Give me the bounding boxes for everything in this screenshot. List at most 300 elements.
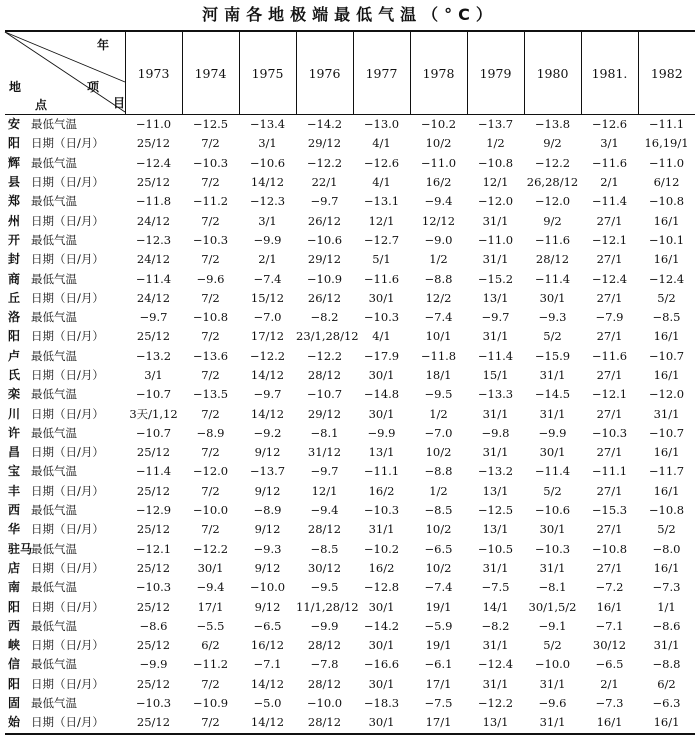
value-cell: −12.1 [591,232,628,247]
value-cell: −7.4 [424,580,453,595]
item-label-cell: 日期（日/月） [31,136,104,151]
value-cell: 30/1 [368,676,395,691]
value-cell: 14/12 [250,175,285,190]
value-cell: −7.5 [481,580,510,595]
value-cell: −15.3 [591,503,628,518]
value-cell: 31/1 [524,713,581,733]
value-cell: 14/12 [250,368,285,382]
value-cell: −15.9 [534,348,571,363]
value-cell: 30/1 [368,638,395,653]
value-cell: −11.4 [534,271,571,286]
table-row [5,327,695,346]
value-cell: 13/1 [368,445,395,460]
value-cell: −9.6 [196,271,225,286]
item-label-cell: 最低气温 [31,464,77,479]
table-row [5,424,695,443]
value-cell: −10.1 [648,232,685,247]
station-name-cell: 郑 [8,194,21,209]
value-cell: 16/1 [653,329,680,344]
station-name-cell: 许 [8,425,21,440]
value-cell: −10.7 [648,348,685,363]
table-row [5,173,695,192]
value-cell: −10.0 [249,580,286,595]
value-cell: −12.3 [135,232,172,247]
station-name-cell: 封 [8,252,21,267]
value-cell: 10/2 [425,560,452,575]
value-cell: 29/12 [307,136,342,151]
table-row [5,289,695,308]
corner-mu-label: 目 [113,96,126,110]
table-row [5,462,695,481]
value-cell: −9.9 [310,618,339,633]
value-cell: −12.5 [477,503,514,518]
item-label-cell: 最低气温 [31,696,77,711]
value-cell: −9.3 [538,310,567,325]
table-row [5,366,695,385]
value-cell: −7.1 [253,657,282,672]
value-cell: 7/2 [201,175,220,190]
station-name-cell: 洛 [8,310,21,325]
value-cell: 9/12 [254,560,281,575]
value-cell: −10.3 [591,425,628,440]
value-cell: −14.5 [534,387,571,402]
value-cell: 9/12 [254,445,281,460]
value-cell: 16/1 [653,368,680,382]
value-cell: 4/1 [372,175,391,190]
value-cell: 9/2 [543,136,562,151]
value-cell: −10.6 [306,232,343,247]
value-cell: 16/1 [638,713,695,733]
value-cell: 16/2 [368,483,395,498]
value-cell: −7.4 [424,310,453,325]
value-cell: −8.6 [652,618,681,633]
value-cell: 16/1 [653,560,680,575]
value-cell: −11.1 [648,117,685,132]
value-cell: 2/1 [600,175,619,190]
value-cell: 13/1 [482,290,509,305]
value-cell: −8.2 [481,618,510,633]
value-cell: −13.7 [249,464,286,479]
value-cell: −12.2 [249,348,286,363]
value-cell: 27/1 [596,483,623,498]
value-cell: −12.6 [591,117,628,132]
value-cell: −12.2 [306,348,343,363]
station-name-cell: 南 [8,580,21,595]
value-cell: −8.1 [538,580,567,595]
value-cell: 30/12 [592,638,627,653]
corner-year-label: 年 [97,38,110,52]
value-cell: −8.8 [652,657,681,672]
value-cell: −9.0 [424,232,453,247]
station-name-cell: 阳 [8,676,21,691]
value-cell: −10.0 [192,503,229,518]
value-cell: −9.9 [367,425,396,440]
value-cell: −11.8 [420,348,457,363]
value-cell: 5/2 [543,483,562,498]
value-cell: 25/12 [136,599,171,614]
item-label-cell: 日期（日/月） [31,599,104,614]
value-cell: −9.7 [481,310,510,325]
value-cell: 7/2 [201,290,220,305]
value-cell: −7.9 [595,310,624,325]
value-cell: 24/12 [136,252,171,267]
value-cell: 7/2 [201,445,220,460]
value-cell: 7/2 [201,213,220,228]
value-cell: −10.3 [363,310,400,325]
value-cell: −8.1 [310,425,339,440]
value-cell: −13.3 [477,387,514,402]
year-header: 1974 [182,31,239,115]
value-cell: −12.2 [192,541,229,556]
value-cell: 7/2 [201,522,220,537]
value-cell: 27/1 [596,329,623,344]
table-row [5,655,695,674]
value-cell: 12/1 [368,213,395,228]
value-cell: −6.5 [424,541,453,556]
table-row [5,154,695,173]
header-row [5,31,695,115]
value-cell: −11.6 [534,232,571,247]
value-cell: −10.2 [363,541,400,556]
item-label-cell: 日期（日/月） [31,329,104,344]
value-cell: 27/1 [596,252,623,267]
item-label-cell: 最低气温 [31,310,77,325]
table-body [5,115,695,734]
value-cell: −9.9 [139,657,168,672]
value-cell: 31/1 [482,406,509,421]
value-cell: 1/2 [429,406,448,421]
value-cell: 4/1 [372,136,391,151]
value-cell: 3天/1,12 [129,406,178,421]
value-cell: −10.7 [135,425,172,440]
station-name-cell: 栾 [8,387,21,402]
value-cell: −10.7 [648,425,685,440]
table-row [5,675,695,694]
value-cell: 7/2 [201,136,220,151]
table-row [5,501,695,520]
value-cell: −11.0 [477,232,514,247]
value-cell: 25/12 [136,329,171,344]
value-cell: 31/1 [539,676,566,691]
value-cell: 26,28/12 [526,175,579,190]
station-name-cell: 川 [8,406,21,421]
value-cell: 5/1 [372,252,391,267]
value-cell: 12/2 [425,290,452,305]
table-row [5,404,695,423]
year-header: 1978 [410,31,467,115]
value-cell: 31/1 [539,368,566,382]
value-cell: 10/2 [425,522,452,537]
value-cell: −7.4 [253,271,282,286]
table-row [5,482,695,501]
value-cell: 15/1 [482,368,509,382]
value-cell: −11.1 [363,464,400,479]
value-cell: −10.8 [477,155,514,170]
table-row [5,578,695,597]
value-cell: −13.2 [135,348,172,363]
value-cell: 16/1 [596,599,623,614]
station-name-cell: 氏 [8,368,21,382]
table-row [5,520,695,539]
value-cell: 7/2 [201,368,220,382]
value-cell: −12.4 [477,657,514,672]
value-cell: −10.2 [420,117,457,132]
value-cell: −13.5 [192,387,229,402]
value-cell: −14.2 [363,618,400,633]
item-label-cell: 最低气温 [31,232,77,247]
value-cell: 15/12 [250,290,285,305]
value-cell: 17/1 [197,599,224,614]
item-label-cell: 日期（日/月） [31,406,104,421]
value-cell: −10.3 [534,541,571,556]
table-row [5,192,695,211]
value-cell: −11.6 [591,348,628,363]
value-cell: −11.4 [135,464,172,479]
value-cell: 17/12 [250,329,285,344]
item-label-cell: 最低气温 [31,194,77,209]
value-cell: −12.5 [192,117,229,132]
value-cell: 27/1 [596,560,623,575]
value-cell: 25/12 [136,483,171,498]
value-cell: −13.2 [477,464,514,479]
value-cell: −13.6 [192,348,229,363]
value-cell: 25/12 [136,175,171,190]
value-cell: 31/1 [482,252,509,267]
value-cell: −12.6 [363,155,400,170]
value-cell: 12/1 [311,483,338,498]
value-cell: −13.4 [249,117,286,132]
value-cell: −9.4 [424,194,453,209]
value-cell: −10.3 [135,696,172,711]
value-cell: 9/12 [254,599,281,614]
value-cell: −8.8 [424,464,453,479]
table-row [5,269,695,288]
value-cell: 25/12 [136,136,171,151]
item-label-cell: 最低气温 [31,425,77,440]
station-name-cell: 开 [8,232,21,247]
item-label-cell: 日期（日/月） [31,638,104,653]
value-cell: 16/2 [425,175,452,190]
year-header: 1975 [239,31,296,115]
value-cell: −8.0 [652,541,681,556]
value-cell: 1/2 [429,483,448,498]
value-cell: 16/1 [653,252,680,267]
value-cell: −12.8 [363,580,400,595]
value-cell: −10.9 [192,696,229,711]
value-cell: −6.3 [652,696,681,711]
value-cell: 23/1,28/12 [296,329,359,344]
value-cell: −12.0 [192,464,229,479]
value-cell: 31/1 [539,406,566,421]
value-cell: −5.5 [196,618,225,633]
value-cell: −10.9 [306,271,343,286]
year-header: 1981. [581,31,638,115]
value-cell: −11.4 [534,464,571,479]
value-cell: −11.6 [363,271,400,286]
value-cell: −6.5 [595,657,624,672]
value-cell: −17.9 [363,348,400,363]
value-cell: −9.7 [310,464,339,479]
value-cell: 5/2 [543,638,562,653]
value-cell: −12.4 [648,271,685,286]
station-name-cell: 阳 [8,136,21,151]
value-cell: −8.5 [310,541,339,556]
value-cell: −9.5 [424,387,453,402]
value-cell: 30/1 [539,445,566,460]
value-cell: 6/12 [653,175,680,190]
value-cell: 6/2 [657,676,676,691]
value-cell: −7.2 [595,580,624,595]
value-cell: −9.7 [253,387,282,402]
value-cell: 14/12 [250,406,285,421]
station-name-cell: 信 [8,657,21,672]
item-label-cell: 最低气温 [31,155,77,170]
item-label-cell: 日期（日/月） [31,676,104,691]
value-cell: −12.0 [648,387,685,402]
item-label-cell: 最低气温 [31,541,77,556]
value-cell: −10.7 [135,387,172,402]
station-name-cell: 卢 [8,348,21,363]
value-cell: 1/2 [429,252,448,267]
value-cell: −8.8 [424,271,453,286]
temperature-table [5,30,695,735]
station-name-cell: 固 [8,696,21,711]
value-cell: 18/1 [425,368,452,382]
value-cell: 3/1 [258,136,277,151]
value-cell: −12.7 [363,232,400,247]
value-cell: −10.3 [363,503,400,518]
item-label-cell: 日期（日/月） [31,522,104,537]
value-cell: 7/2 [201,676,220,691]
corner-di-label: 地 [9,80,22,94]
year-header: 1980 [524,31,581,115]
value-cell: 7/2 [182,713,239,733]
value-cell: −10.8 [591,541,628,556]
value-cell: 19/1 [425,599,452,614]
value-cell: −12.0 [534,194,571,209]
value-cell: 14/1 [482,599,509,614]
value-cell: 28/12 [296,713,353,733]
value-cell: 6/2 [201,638,220,653]
value-cell: 9/2 [543,213,562,228]
value-cell: −12.1 [591,387,628,402]
item-label-cell: 最低气温 [31,348,77,363]
value-cell: −10.3 [192,155,229,170]
value-cell: −10.6 [534,503,571,518]
corner-item-label: 项 [87,80,100,94]
value-cell: −13.7 [477,117,514,132]
value-cell: 26/12 [307,213,342,228]
value-cell: 30/1,5/2 [528,599,577,614]
value-cell: 25/12 [136,445,171,460]
station-name-cell: 辉 [8,155,21,170]
value-cell: −7.3 [595,696,624,711]
table-row [5,134,695,153]
value-cell: −12.2 [477,696,514,711]
value-cell: 5/2 [543,329,562,344]
station-name-cell: 店 [8,560,21,575]
table-row [5,559,695,578]
value-cell: 2/1 [258,252,277,267]
station-name-cell: 丰 [8,483,21,498]
station-name-cell: 商 [8,271,21,286]
value-cell: 31/1 [368,522,395,537]
station-name-cell: 安 [8,117,21,132]
value-cell: −10.6 [249,155,286,170]
value-cell: −10.8 [648,194,685,209]
value-cell: 29/12 [307,252,342,267]
value-cell: 31/1 [482,676,509,691]
value-cell: 24/12 [136,213,171,228]
table-row [5,211,695,230]
value-cell: −10.0 [306,696,343,711]
table-row [5,308,695,327]
item-label-cell: 最低气温 [31,618,77,633]
value-cell: 7/2 [201,252,220,267]
value-cell: 31/1 [482,213,509,228]
value-cell: 29/12 [307,406,342,421]
value-cell: 13/1 [482,522,509,537]
value-cell: −8.6 [139,618,168,633]
value-cell: −12.9 [135,503,172,518]
value-cell: 30/12 [307,560,342,575]
value-cell: 25/12 [136,676,171,691]
table-title: 河南各地极端最低气温（°C） [202,5,498,24]
value-cell: 31/12 [307,445,342,460]
item-label-cell: 日期（日/月） [31,560,104,575]
value-cell: 13/1 [467,713,524,733]
station-name-cell: 县 [8,175,21,190]
value-cell: −10.3 [192,232,229,247]
value-cell: −9.3 [253,541,282,556]
value-cell: 3/1 [144,368,163,382]
value-cell: −15.2 [477,271,514,286]
value-cell: 16/12 [250,638,285,653]
value-cell: −9.9 [538,425,567,440]
station-name-cell: 峡 [8,638,21,653]
value-cell: −8.9 [253,503,282,518]
year-header: 1979 [467,31,524,115]
value-cell: −9.2 [253,425,282,440]
value-cell: 25/12 [136,638,171,653]
value-cell: 30/1 [368,290,395,305]
value-cell: 17/1 [410,713,467,733]
value-cell: 17/1 [425,676,452,691]
value-cell: 7/2 [201,329,220,344]
value-cell: 10/2 [425,136,452,151]
year-header: 1977 [353,31,410,115]
value-cell: 16/2 [368,560,395,575]
value-cell: −12.2 [306,155,343,170]
value-cell: −18.3 [363,696,400,711]
value-cell: −9.1 [538,618,567,633]
value-cell: −8.2 [310,310,339,325]
value-cell: −14.8 [363,387,400,402]
value-cell: −13.1 [363,194,400,209]
value-cell: −11.4 [591,194,628,209]
value-cell: −12.4 [591,271,628,286]
value-cell: −10.8 [192,310,229,325]
table-row [5,231,695,250]
value-cell: −13.0 [363,117,400,132]
value-cell: 30/1 [353,713,410,733]
value-cell: −11.4 [135,271,172,286]
table-header [5,31,695,115]
table-row [5,250,695,269]
value-cell: 12/1 [482,175,509,190]
value-cell: 30/1 [197,560,224,575]
item-label-cell: 最低气温 [31,580,77,595]
